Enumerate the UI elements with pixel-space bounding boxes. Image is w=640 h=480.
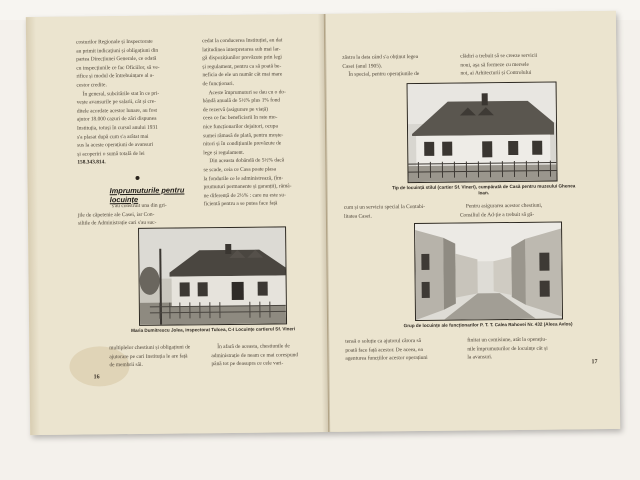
right-col1-top [342,53,462,80]
house-photo [138,226,287,326]
page-number-left: 16 [93,374,100,381]
text-line: finitat un comisiune, atât la operațiu- [467,336,547,344]
text-line: Pentru asigurarea acestor chestiuni, [465,202,543,210]
text-line: siliile de Administrație cari s'au suc- [77,219,157,227]
text-line: ceea ce fac beneficiarii în rate mo- [202,114,278,122]
text-line: vește avansurile pe salarii, cât și cre- [76,98,156,106]
text-line: gă dispozițiunilor prevăzute prin legi [202,54,282,62]
text-line: nice funcționarilor dejaitori, ocupa [202,123,278,131]
text-line: nile împrumuturilor de locuințe cât și [467,345,548,353]
text-line: sus la aceste operațiuni de avansuri [77,141,154,149]
text-line: Din aceasta dobândă de 5½% dacă [209,157,285,165]
text-line: Casei (anul 1905). [342,62,383,70]
text-line: zăstra la data când s'a obținut legea [342,53,419,61]
text-line: ditele acordate acestor lunare, au fost [76,107,158,115]
text-line: cedat la conducerea Instituției, au dat [202,37,283,45]
left-col1-text [76,37,195,167]
text-line: la fondurile ce le administrează, (îm- [203,174,284,182]
text-line: lege și regulament. [203,149,245,156]
villa-illustration [408,83,557,183]
text-line: multiplelor chestiuni și obligațiuni de [109,344,191,352]
page-edge-shadow [26,17,40,435]
right-bottom-col2 [467,335,591,362]
text-line: nitori și în condițiunile prevăzute de [203,140,282,148]
total-amount: 158.343.814. [77,159,106,166]
left-bottom-col1 [109,343,205,370]
text-line: latitudinea interpretarea sub mai lar- [202,46,281,53]
left-col2-text [202,36,316,209]
left-col1-after-heading [78,201,196,228]
text-line: ne diferență de 2½% : care nu este su- [203,192,286,199]
text-line: partea Direcțiunei Generale, ce odată [76,55,157,63]
open-booklet [26,11,620,435]
text-line: litatea Casei. [343,213,372,220]
text-line: poată face față acestor. De aceea, ea [345,346,423,354]
text-line: au primit indicațiuni și obligațiuni din [76,47,159,55]
text-line: noi, ai Arhitecturii și Controlului [460,69,532,77]
text-line: la avansuri. [467,354,493,361]
right-bottom-col1 [345,337,463,364]
page-number-right: 17 [591,359,598,366]
text-line: ajutorare pe cari Instituția le are față [109,353,188,360]
street-photo [414,221,563,321]
right-page [326,11,620,432]
text-line: Aceste împrumuturi se dau cu o do- [208,88,286,96]
text-line: prumuturi permanente și garanții), rămâ- [203,183,292,191]
text-line: ficientă pentru a se putea face față [203,200,278,208]
text-line: În general, subcitările stat în ce pri- [82,90,160,98]
text-line: clădiri a trebuit să se creeze servicii [460,52,538,60]
text-line: costurilor Regionale și Inspectorate [76,38,153,46]
right-mid-col1 [344,203,454,221]
text-line: administrație de neam ce mai corespund [211,351,299,359]
text-line: În special, pentru operațiunile de [348,71,420,78]
villa-photo-caption: Tip de locuință stilul (cartier Sf. Vineri), cumpărată de Casă pentru muzeului Ghenea Ioan. [391,183,576,196]
house-photo-caption: Maria Dumitrescu Jolea, inspectorat Tulcea, C-I Locuințe cartierul Sf. Vineri [131,326,296,334]
section-heading: Imprumuturile pentru locuințe [109,185,185,205]
right-col2-top [460,51,586,78]
text-line: cu inspecțiunile ce fac Oficiilor, să ve- [76,64,160,72]
street-photo-caption: Grup de locuințe ale funcționarilor P. T. T. Calea Rahovei Nr. 432 (Aleea Avlos) [403,321,573,329]
text-line: de membrii săi. [109,362,143,369]
text-line: de funcționari. [202,80,235,88]
text-line: agenturea funcțiilor acestor operațiuni [345,355,428,362]
text-line: bândă anuală de 5½% plus 1% fond [202,97,281,105]
left-bottom-col2 [211,342,315,369]
text-line: rifice și modul de întrebuințare al a- [76,73,155,80]
text-line: În afară de aceasta, chestiunile de [217,343,290,351]
street-illustration [415,223,562,321]
text-line: s'au construit una din gri- [111,202,167,210]
right-mid-col2 [460,201,590,220]
text-line: și regulament, pentru ca să poată be- [202,63,282,71]
text-line: Instituția, totuși în cursul anului 1931 [76,124,158,132]
left-page [26,14,329,435]
text-line: tensă o soluție ca ajutorul cărora să [345,337,422,345]
house-illustration [139,227,286,325]
text-line: ajutor 18.000 cazuri de zări dispunea [76,116,157,123]
text-line: cum și un serviciu special la Contabi- [343,203,426,211]
section-bullet [135,176,139,180]
text-line: jile de căpetenie ale Casei, iar Con- [77,211,155,219]
text-line: și acoperiri o sumă totală de lei [77,150,145,158]
text-line: cestor credite. [76,82,107,89]
text-line: se scade, ceia ce Casa poate plasa [203,166,277,174]
text-line: sumei rămasă de plată, pentru moște- [203,131,284,139]
text-line: până tot pe deasupra ce cele vari- [211,360,284,368]
text-line: Consiliul de Ad-ție a trebuit să gă- [459,211,535,219]
text-line: de rezervă (asigurare pe viață) [202,106,269,114]
text-line: noui, aşa să formeze cu mersele [460,61,529,69]
text-line: s'a plasat după cum s'a arătat mai [77,133,149,141]
villa-photo [407,82,558,184]
text-line: neficia de ele un număr cât mai mare [202,71,283,79]
